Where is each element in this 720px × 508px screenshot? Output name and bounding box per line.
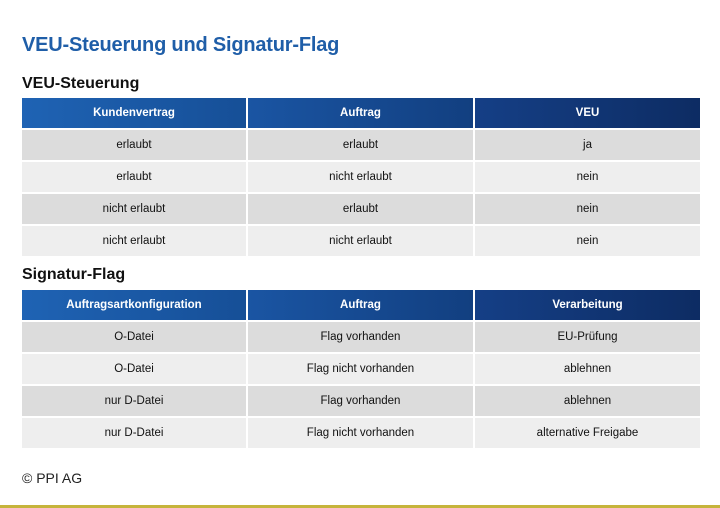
table-cell: nein — [475, 194, 700, 224]
column-header: Auftrag — [248, 290, 473, 320]
column-header: Auftragsartkonfiguration — [22, 290, 246, 320]
table-cell: nicht erlaubt — [22, 194, 246, 224]
table-header-row — [22, 290, 700, 320]
table-cell: O-Datei — [22, 322, 246, 352]
table-cell: nicht erlaubt — [22, 226, 246, 256]
table-cell: alternative Freigabe — [475, 418, 700, 448]
column-header: Kundenvertrag — [22, 98, 246, 128]
table-cell: Flag nicht vorhanden — [248, 418, 473, 448]
signatur-flag-table — [20, 288, 702, 450]
table-cell: erlaubt — [22, 130, 246, 160]
table-cell: erlaubt — [248, 194, 473, 224]
table-cell: ja — [475, 130, 700, 160]
table-row — [22, 354, 700, 384]
table-row — [22, 194, 700, 224]
table-row — [22, 386, 700, 416]
table-cell: nur D-Datei — [22, 386, 246, 416]
table-cell: nicht erlaubt — [248, 162, 473, 192]
table-row — [22, 322, 700, 352]
copyright-notice: © PPI AG — [22, 470, 83, 486]
table-cell: nein — [475, 226, 700, 256]
table-cell: nicht erlaubt — [248, 226, 473, 256]
column-header: Verarbeitung — [475, 290, 700, 320]
table-cell: nein — [475, 162, 700, 192]
table-row — [22, 130, 700, 160]
table-cell: erlaubt — [248, 130, 473, 160]
table-cell: nur D-Datei — [22, 418, 246, 448]
table-header-row — [22, 98, 700, 128]
table-row — [22, 226, 700, 256]
table-row — [22, 418, 700, 448]
table-cell: Flag nicht vorhanden — [248, 354, 473, 384]
table-row — [22, 162, 700, 192]
table-cell: ablehnen — [475, 386, 700, 416]
column-header: Auftrag — [248, 98, 473, 128]
section-title-veu-steuerung: VEU-Steuerung — [22, 75, 140, 92]
section-title-signatur-flag: Signatur-Flag — [22, 266, 126, 283]
table-cell: EU-Prüfung — [475, 322, 700, 352]
table-cell: ablehnen — [475, 354, 700, 384]
table-cell: erlaubt — [22, 162, 246, 192]
veu-steuerung-table — [20, 96, 702, 258]
table-cell: Flag vorhanden — [248, 322, 473, 352]
table-cell: Flag vorhanden — [248, 386, 473, 416]
page-title: VEU-Steuerung und Signatur-Flag — [22, 34, 340, 56]
table-cell: O-Datei — [22, 354, 246, 384]
column-header: VEU — [475, 98, 700, 128]
